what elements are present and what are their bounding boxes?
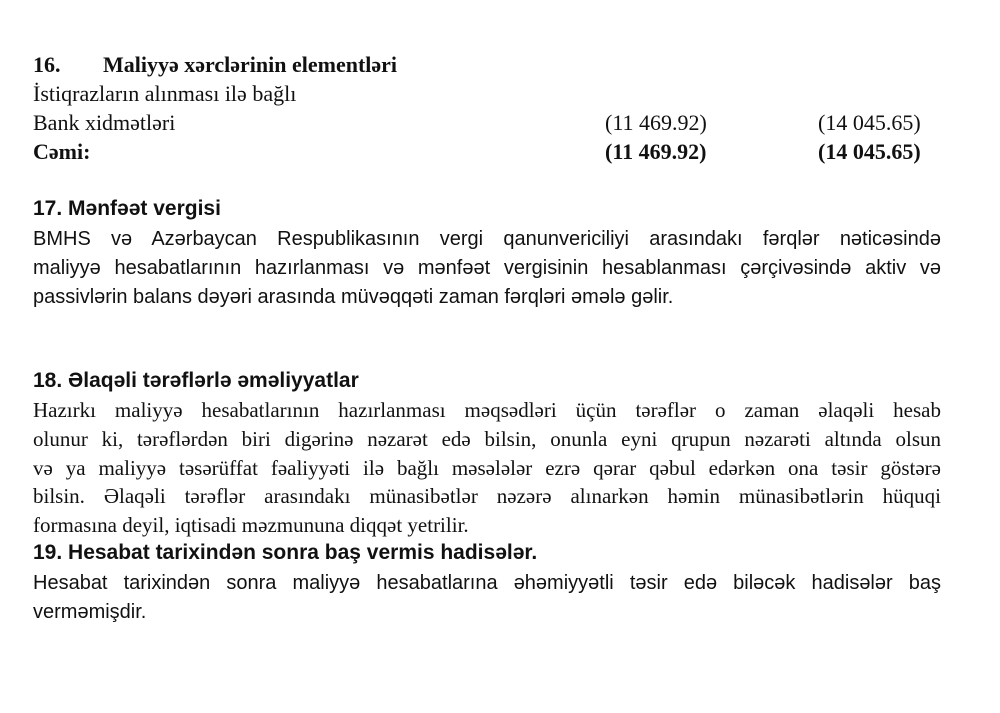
section-18-line-4: bilsin. Əlaqəli tərəflər arasındakı münasibətlər nəzərə alınarkən həmin münasibətlərin hüquqi <box>33 484 941 509</box>
section-17-line-2: maliyyə hesabatlarının hazırlanması və mənfəət vergisinin hesablanması çərçivəsində aktiv və <box>33 257 941 279</box>
section-16-title: Maliyyə xərclərinin elementləri <box>103 52 398 77</box>
section-19-line-1: Hesabat tarixindən sonra maliyyə hesabatlarına əhəmiyyətli təsir edə biləcək hadisələr baş <box>33 572 941 594</box>
row-bank-services-value-prior: (14 045.65) <box>818 110 921 135</box>
section-19-line-2: verməmişdir. <box>33 601 147 623</box>
section-17-heading: 17. Mənfəət vergisi <box>33 197 221 220</box>
section-18-heading: 18. Əlaqəli tərəflərlə əməliyyatlar <box>33 369 359 392</box>
row-total-value-prior: (14 045.65) <box>818 139 921 164</box>
section-17-body <box>33 225 941 312</box>
row-total-label: Cəmi: <box>33 139 91 164</box>
section-18-body <box>33 396 941 540</box>
section-16-heading <box>33 52 397 78</box>
section-17-line-1: BMHS və Azərbaycan Respublikasının vergi qanunvericiliyi arasındakı fərqlər nəticəsində <box>33 228 941 250</box>
row-bank-services-value-current: (11 469.92) <box>605 110 707 135</box>
section-18-line-5: formasına deyil, iqtisadi məzmununa diqqət yetrilir. <box>33 513 469 538</box>
section-19-heading: 19. Hesabat tarixindən sonra baş vermis hadisələr. <box>33 541 538 564</box>
row-bonds-label: İstiqrazların alınması ilə bağlı <box>33 81 297 106</box>
row-total-value-current: (11 469.92) <box>605 139 707 164</box>
section-19-body <box>33 569 941 627</box>
section-18-line-1: Hazırkı maliyyə hesabatlarının hazırlanması məqsədləri üçün tərəflər o zaman əlaqəli hesab <box>33 398 941 422</box>
section-16-number: 16. <box>33 52 61 77</box>
section-18-line-2: olunur ki, tərəflərdən biri digərinə nəzarət edə bilsin, onunla eyni qrupun nəzarəti altında olsun <box>33 426 941 451</box>
section-17-line-3: passivlərin balans dəyəri arasında müvəqqəti zaman fərqləri əmələ gəlir. <box>33 286 674 308</box>
row-bank-services-label: Bank xidmətləri <box>33 110 176 135</box>
section-18-line-3: və ya maliyyə təsərüffat fəaliyyəti ilə bağlı məsələlər ezrə qərar qəbul edərkən ona təsir göstərə <box>33 455 941 480</box>
